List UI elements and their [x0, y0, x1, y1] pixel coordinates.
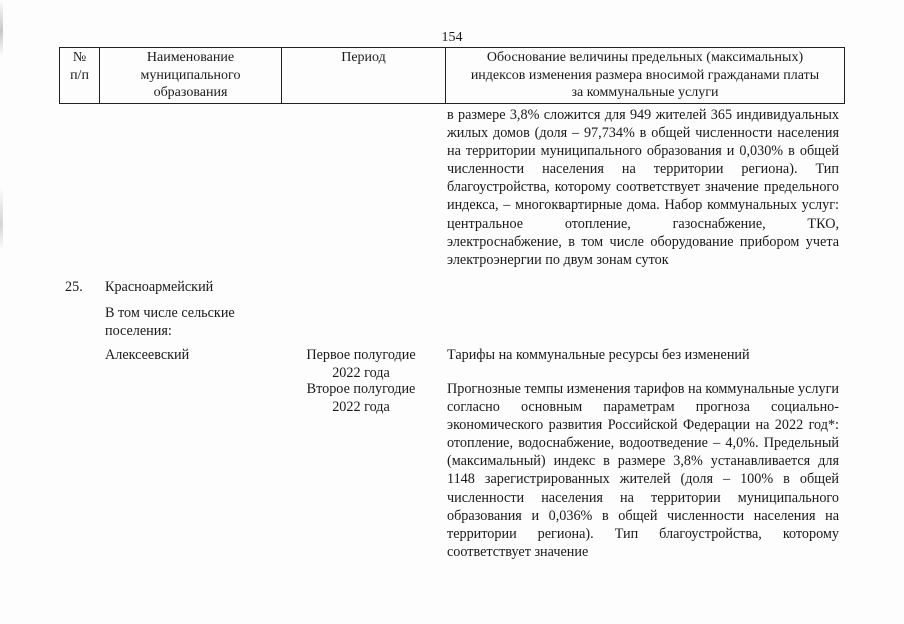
- header-name-line2: муниципального: [140, 67, 241, 83]
- header-name-line3: образования: [153, 85, 228, 100]
- row25-municipality-name: Красноармейский: [105, 279, 214, 295]
- header-period-label: Период: [341, 50, 386, 65]
- alekseevsky-period-second: Второе полугодие 2022 года: [306, 381, 416, 415]
- header-number-column: [60, 48, 100, 104]
- table-header: [59, 47, 845, 104]
- scan-edge-artifact: [0, 0, 3, 624]
- alekseevsky-basis-first: Тарифы на коммунальные ресурсы без изменений: [447, 347, 750, 363]
- header-basis-line3: за коммунальные услуги: [571, 85, 719, 100]
- header-basis-line1: Обоснование величины предельных (максимальных): [486, 50, 804, 65]
- header-basis-column: [446, 48, 845, 104]
- row25-number: 25.: [65, 279, 83, 295]
- continuation-basis-text: в размере 3,8% сложится для 949 жителей 365 индивидуальных жилых домов (доля – 97,734% в общей численности населения на территории муниципального образования и 0,030% в общей численности населения на территории региона). Тип благоустройства, которому соответствует значение предельного индекса, – многоквартирные дома. Набор коммунальных услуг: центральное отопление, газоснабжение, ТКО, электроснабжение, в том числе оборудование прибором учета электроэнергии по двум зонам суток: [447, 107, 839, 268]
- alekseevsky-period-first: Первое полугодие 2022 года: [306, 347, 416, 381]
- alekseevsky-name: Алексеевский: [105, 347, 190, 363]
- header-number-line1: №: [72, 50, 87, 65]
- row25-sub-label: В том числе сельские поселения:: [105, 305, 235, 339]
- header-basis-line2: индексов изменения размера вносимой гражданами платы: [470, 67, 820, 83]
- alekseevsky-basis-second: Прогнозные темпы изменения тарифов на коммунальные услуги согласно основным параметрам прогноза социально-экономического развития Российской Федерации на 2022 год*: отопление, водоснабжение, водоотведение – 4,0%. Предельный (максимальный) индекс в размере 3,8% устанавливается для 1148 зарегистрированных жителей (доля – 100% в общей численности населения на территории муниципального образования и 0,036% в общей численности населения на территории региона). Тип благоустройства, которому соответствует значение: [447, 381, 839, 560]
- header-name-column: [100, 48, 282, 104]
- header-number-line2: п/п: [70, 67, 89, 83]
- header-period-column: [282, 48, 446, 104]
- header-name-line1: Наименование: [146, 50, 235, 65]
- page-number: 154: [441, 30, 463, 45]
